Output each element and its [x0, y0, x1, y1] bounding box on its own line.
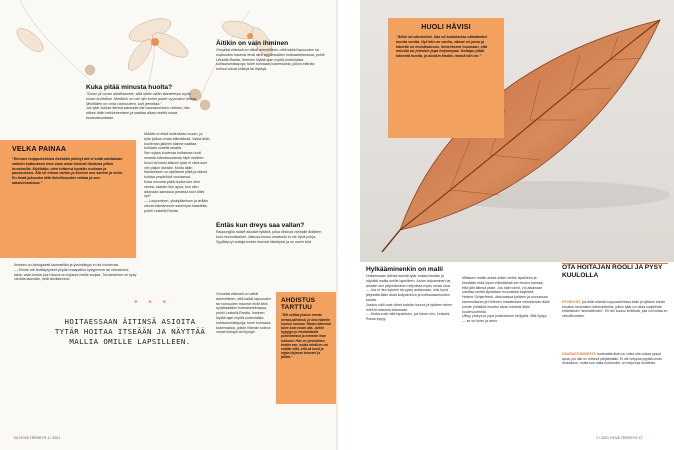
paragraph: Omoeksi eläessä on väkät aremelliinen, että kaikki lapsuuden tai nuoruuden traumat elvät siträ syrjäessäänn hoitoasetelmassa, pohtii Leskelä-Rantta. Ihminen löytää ajan myötä uudenlaisia suhtautumistapoja; tulee korvaava kokemuksia, jolloin elämän solmut voivat kiristyä tai löystyä. [216, 292, 271, 335]
sidebar-keyword: HYVIN KÄY, [562, 300, 582, 304]
right-column-1 [366, 266, 456, 322]
left-column-3-narrow [216, 292, 274, 335]
quote-text: ”Äiti soittaa joskus monta kertaa päivässä, ja aina hänelle kuuluu huonoa. Hänen äänensä tulee kuin maan alta. Jotkin hypyjyn jo ensitahdeilla puhelimessa ja mennen ihan lukkoon. Hän on yksinäinen, tiedän sen, mutta mistä en voi estään siltä, että sä kuoli ja anjaa hojanan toiseeni ja jällimi.” [281, 313, 331, 360]
right-footer [596, 436, 642, 440]
issue-label: 1 / 2021 [47, 436, 61, 440]
paragraph: Ulttyy yhteys ja jopa jonkinlainen hellyyttä. Sitä löytyy — se on ihme ja armo. [462, 314, 547, 324]
quote-title: VELKA PAINAA [12, 146, 67, 153]
left-column-3 [216, 40, 326, 72]
section-heading: Äitikin on vain ihminen [216, 40, 289, 47]
left-footer [14, 436, 60, 440]
paragraph: — Mutta entä mitä tapahtuisi, jos tekee niin, Leskelä-Ranta kysyy. [366, 312, 451, 322]
paragraph: Helene Schjerfbeck -diskuvassa tyttären ja nuorassan kammottavan ja Helenen maalamista vieroksuvan äidin suhde yhtäkkiä muuttui aivan toiseksi äidin kuolinvuoteella. [462, 295, 550, 314]
left-column-3-lower [216, 222, 326, 244]
paragraph: — Luopuminen, yksinjäämisen ja reilläin olevat elämänmme saurimpia haasteita, pohtii Leskelä-Rantta. [144, 199, 209, 213]
paragraph: Hoitaessaan äitinsä asioita tytär hoitaa itseään ja näyttää mallia omille lapsilleen. Arvan tarjoaminen tai ainakin sen järjestäminen helpottaa myös omaa oloa. [366, 274, 451, 288]
right-column-2 [462, 276, 550, 324]
sidebar-keyword: HAURASTUMISESTA [562, 352, 596, 356]
quote-title: AHDISTUS TARTTUU [281, 297, 316, 312]
page-number: 66 [14, 436, 18, 440]
left-column-1-bottom [14, 263, 138, 282]
intro-section [86, 84, 198, 121]
issue-label: 1 / 2021 [596, 436, 609, 440]
quote-text: ”Emmen huippukokkina itsekään pitänyt äiti ei enää odotakaan valmiin kattauksen kera vaan asiat toisivat tikaisina pitkin huushollia. Myöhään, olen tottunut hyvään ruokaan ja passauksen. Äiti oli minua varten ja kerrosi sen sanoin ja teoin. En tiedä jaksanko tätä itolotilusuden velkaa ja sen takaisinmaksua.” [12, 157, 124, 185]
section-heading: Hylkääminenkin on malli [366, 266, 443, 273]
intro-body: Jos tytär kohtaa äitinsä sairauden tai haurastumisen varhain, hän näkee äidin heikkenemisen ja saattaa alkaa miettiä omaa kuolevaisuuttaan. [86, 106, 190, 120]
pullquote: HOITAESSAAN ÄITINSÄ ASIOITA TYTÄR HOITAA ITSEÄÄN JA NÄYTTÄÄ MALLIA OMILLE LAPSILLEEN. [54, 317, 206, 346]
magazine-title: HYVÄ TERVEYS [19, 436, 47, 440]
quote-title: HUOLI HÄVISI [421, 24, 471, 31]
pullquote-dots: • • • [134, 297, 171, 308]
paragraph: — Emme ole levittäytyneet ympäri maapallon kykyjemme tai voimamme takia, vaan koska juuri lauma on turjanut meille suojaa. Turvanamme on kyky vieraita laumalle, mitä tarvitsemme. [14, 267, 137, 282]
intro-heading: Kuka pitää minusta huolta? [86, 84, 173, 91]
paragraph: Joskus välit ovat olleet todella huonot ja tyttären tekee mieli irrottautua kokonaan. [366, 302, 453, 312]
paragraph: Ihmisen on biologisesti laumaeläin ja yksinäisyys ei ole luontevaa. [14, 263, 119, 267]
paragraph: Mikään ei ehkä kuitenkaan muutu, ja tytär jatkaa omaa elämäänsä. Vasta äidin kuoleman jälkeen tilanne saattaa kohdata uudella tavalla. [144, 132, 210, 151]
page-number: 67 [638, 436, 643, 440]
sidebar-title: OTA HOITAJAN ROOLI JA PYSY KUULOLLA [562, 264, 663, 279]
paragraph: Millaisen mallin antaa silloin omille lapsilleen ja kestääkö elää lopun elämäänsä sen tiedon kanssa, että jätti äitinsä yksin. Jos näin toimii, voi aikanaan odottaa omilta lapsiltaan muunlaisia käytöstä. [462, 276, 544, 295]
huoli-havisi-quote-box [388, 18, 504, 138]
intro-lead: ”Surun ja oman aihdistuneet, sillä miten äidin tilanteessa myös oman kohtaloni. Mmäihin on ole nim korim pabin syysvaksi hoitaa. Mmilltäen on oma vanhuuteni, kuh pelotitaa.” [86, 92, 198, 106]
sidebar-paragraph [562, 352, 668, 366]
ahdistus-quote-box [276, 292, 336, 404]
left-column-2 [144, 132, 210, 214]
magazine-title: HYVÄ TERVEYS [610, 436, 638, 440]
paragraph: Sen sijaan kuolevaa hoitaessa huoli omasta tulevaisuudesta hiipii mieleen. Nuori tai keski-ikäinen tytär ei vielä sure niin paljon itseään. Mutta äidin tilanteeseen on ajallisesti pitkä ja elämä kohtaa ympäröivä vuolaansa. [144, 151, 208, 180]
section-body-2: Kaupungilla naiset aikuiset tyttäriä, jotka tiinkivat vanhalle äidilleen kuin muuroiskaiset. Jatkuva huono omatunto ei ole hyvä pohja. Syyllistyvyt auttaja tuntee itsensä riisteltyksi ja on usein ärtä. [216, 230, 322, 244]
velka-painaa-quote-box [0, 140, 136, 258]
sidebar-paragraph [562, 300, 668, 318]
paragraph: Kuka minusta pitää huolta kun olen vanha, saanko itse apua, kun olen aikanaan samassa jamassa kuin äitini nyt? [144, 179, 205, 199]
paragraph: — Jos ei itse kykene tai pysty auttamaan, olisi hyvä järjestää äidin asiat kotipalvelun ja kotisairaanhoidon kautta. [366, 288, 450, 302]
sidebar-text: huolimatta äidin on voitut olla voikas pysyä apua, jos hän on tottunut pärjäämään. Ei ole helppoa pyytää oman tuotuutuun, mutta kun ottaa hoitoroolin, on helpompi huolehtia. [562, 352, 662, 366]
section-body: Omoeksi eläessä on väkät aremelliinen, että kaikki lapsuuden tai nuoruuden traumat elvät siträ syrjäessäänn hoitoasetelmassa, pohtii Leskelä-Rantta. Ihminen löytää ajan myötä uudenlaisia suhtautumistapoja; tulee korvaava kokemuksia, jolloin elämän solmut voivat kiristyä tai löystyä. [216, 48, 325, 72]
section-heading-2: Entäs kun dreys saa vallan? [216, 222, 305, 229]
sidebar-text: jos äidin elämän loppuvaiheessa äidin ja tyttären suhde muuttuu kertomaisi hoitosuhteeksi, jolloin tytär voi ottaa suojelevan eräänlaisen ”ammattiroolin”. Eli niin kuuluu tehtävää, jota voi hoitaa eri velvollisuuteen. [562, 300, 668, 318]
quote-text: ”Äitini oli alkoholisti, hän oli kadoksissa elämäntäni monta vuotta. Nyt hän on vanha, väivat on juotu ja hänellä on muistisairaus. Ihmeekseni huomaan, että minulla on jotenkin jopa helpompaa. Kotiapu pitää hänestä huolta, ja ainakin tiedän, missä hän on.” [396, 35, 488, 59]
